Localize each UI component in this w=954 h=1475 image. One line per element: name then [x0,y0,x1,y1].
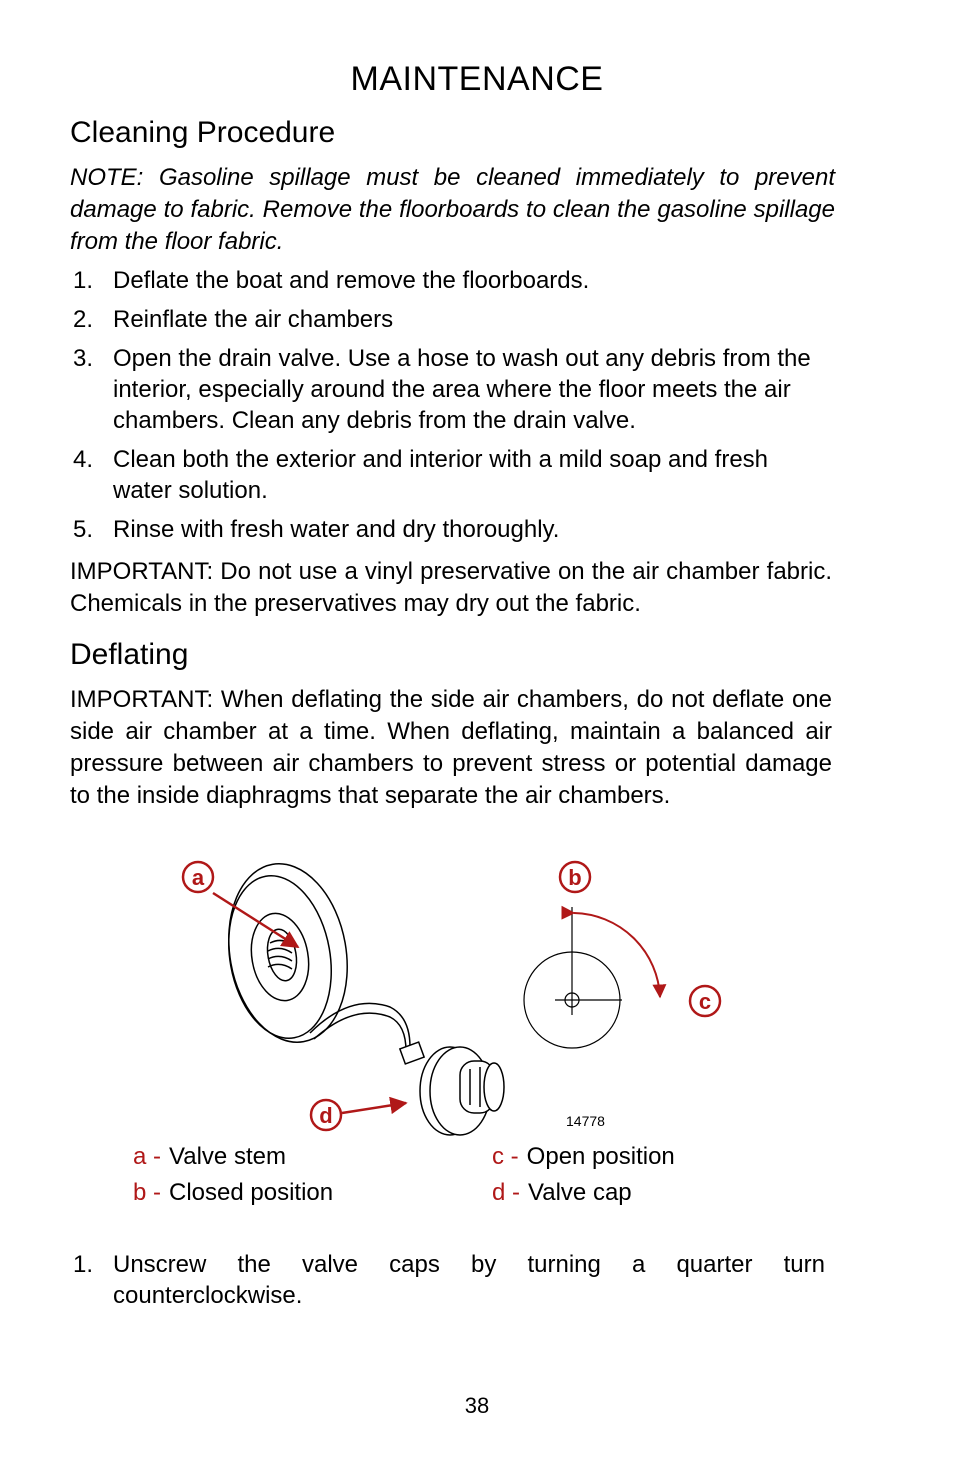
callout-label-c: c [698,989,712,1014]
callout-line-d [342,1103,406,1113]
legend-label: Closed position [169,1179,334,1206]
valve-body-drawing [215,855,410,1052]
valve-illustration [170,855,730,1145]
section-heading-deflating: Deflating [70,638,189,671]
step-text: Clean both the exterior and interior with a mild soap and fresh water solution. [113,446,769,504]
note-lead: NOTE: [70,164,144,191]
note-paragraph [70,162,835,258]
legend-item-c [492,1143,675,1171]
list-item [70,304,825,335]
section-heading-cleaning: Cleaning Procedure [70,116,336,149]
list-item [70,1249,825,1311]
important-notice-cleaning: IMPORTANT: Do not use a vinyl preservative on the air chamber fabric. Chemicals in the preservatives may dry out the fabric. [70,558,832,617]
callout-label-d: d [319,1103,333,1128]
callout-a [183,862,213,892]
callout-d [311,1100,341,1130]
legend-item-a [133,1143,286,1171]
step-number: 5. [73,516,94,543]
deflating-steps-list [70,1249,825,1319]
legend-label: Open position [526,1143,675,1170]
step-number: 1. [73,1251,94,1278]
important-notice-deflating: IMPORTANT: When deflating the side air chambers, do not deflate one side air chamber at a time. When deflating, maintain a balanced air pressure between air chambers to prevent stress or potential damage to the inside diaphragms that separate the air chambers. [70,686,832,809]
callout-label-b: b [568,865,582,890]
page-title: MAINTENANCE [350,60,604,98]
callout-c [690,986,720,1016]
valve-cap-drawing [400,1042,504,1135]
callout-label-a: a [191,865,205,890]
step-text: Unscrew the valve caps by turning a quarter turn counterclockwise. [113,1251,825,1309]
callout-b [560,862,590,892]
list-item [70,444,825,506]
list-item [70,514,825,545]
legend-key: c - [492,1143,519,1170]
legend-label: Valve cap [528,1179,632,1206]
step-text: Rinse with fresh water and dry thoroughly. [113,516,560,543]
step-number: 2. [73,306,94,333]
legend-key: d - [492,1179,521,1206]
legend-item-b [133,1179,333,1207]
legend-key: b - [133,1179,162,1206]
position-diagram [524,907,622,1048]
step-text: Deflate the boat and remove the floorboards. [113,267,590,294]
figure-id-number: 14778 [566,1113,605,1129]
legend-label: Valve stem [169,1143,286,1170]
step-number: 4. [73,446,94,473]
page-number: 38 [464,1393,490,1418]
list-item [70,343,825,436]
step-number: 3. [73,345,94,372]
legend-item-d [492,1179,632,1207]
cleaning-steps-list [70,265,825,553]
list-item [70,265,825,296]
step-text: Open the drain valve. Use a hose to wash out any debris from the interior, especially around the area where the floor meets the air chambers. Clean any debris from the drain valve. [113,345,811,434]
step-number: 1. [73,267,94,294]
note-text: Gasoline spillage must be cleaned immediately to prevent damage to fabric. Remove the floorboards to clean the gasoline spillage from the floor fabric. [70,164,835,255]
step-text: Reinflate the air chambers [113,306,394,333]
legend-key: a - [133,1143,162,1170]
